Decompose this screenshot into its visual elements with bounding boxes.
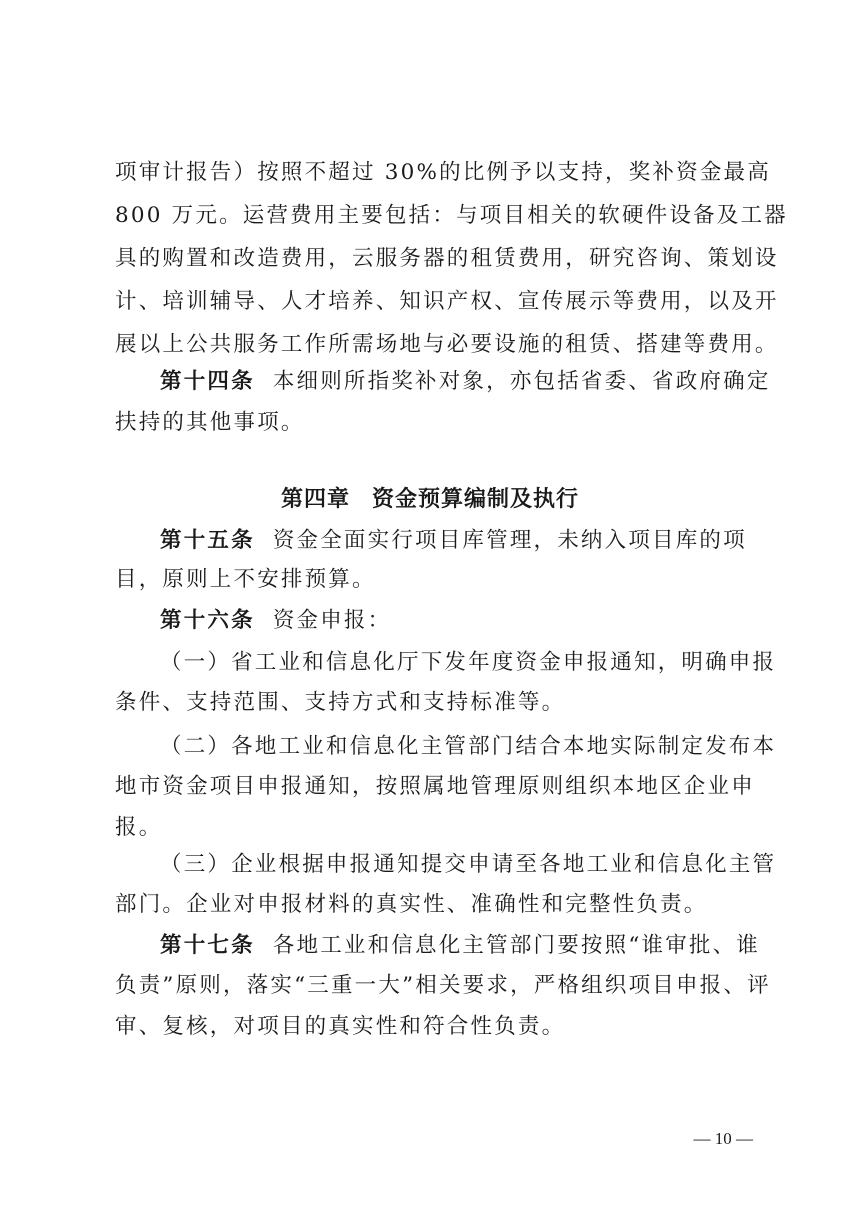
list-item: （三）企业根据申报通知提交申请至各地工业和信息化主管 xyxy=(160,852,777,877)
article-17 xyxy=(160,931,761,961)
body-line: 地市资金项目申报通知，按照属地管理原则组织本地区企业申 xyxy=(115,774,755,799)
body-line: 目，原则上不安排预算。 xyxy=(115,567,376,592)
article-14 xyxy=(160,367,771,397)
article-label: 第十七条 xyxy=(160,933,255,958)
chapter-heading xyxy=(0,485,860,515)
article-text: 资金全面实行项目库管理，未纳入项目库的项 xyxy=(272,528,747,553)
article-label: 第十六条 xyxy=(160,608,255,633)
body-line: 计、培训辅导、人才培养、知识产权、宣传展示等费用，以及开 xyxy=(115,289,779,314)
article-label: 第十四条 xyxy=(160,369,255,394)
body-line: 具的购置和改造费用，云服务器的租赁费用，研究咨询、策划设 xyxy=(115,246,779,271)
body-line: 展以上公共服务工作所需场地与必要设施的租赁、搭建等费用。 xyxy=(115,332,779,357)
article-16 xyxy=(160,606,755,636)
body-line: 800 万元。运营费用主要包括：与项目相关的软硬件设备及工器 xyxy=(115,203,788,228)
page-number: — 10 — xyxy=(693,1129,753,1148)
article-text: 本细则所指奖补对象，亦包括省委、省政府确定 xyxy=(272,369,771,394)
body-line: 负责”原则，落实“三重一大”相关要求，严格组织项目申报、评 xyxy=(115,973,771,998)
body-line: 部门。企业对申报材料的真实性、准确性和完整性负责。 xyxy=(115,892,708,917)
article-text: 各地工业和信息化主管部门要按照“谁审批、谁 xyxy=(272,933,761,958)
body-line: 报。 xyxy=(115,815,163,840)
body-line: 条件、支持范围、支持方式和支持标准等。 xyxy=(115,690,566,715)
list-item: （一）省工业和信息化厅下发年度资金申报通知，明确申报 xyxy=(160,650,777,675)
article-label: 第十五条 xyxy=(160,528,255,553)
article-15 xyxy=(160,526,755,556)
chapter-number: 第四章 xyxy=(280,487,350,512)
chapter-title: 资金预算编制及执行 xyxy=(372,487,580,512)
body-line: 审、复核，对项目的真实性和符合性负责。 xyxy=(115,1014,566,1039)
body-line: 项审计报告）按照不超过 30%的比例予以支持，奖补资金最高 xyxy=(115,160,771,185)
article-text: 资金申报： xyxy=(272,608,392,633)
list-item: （二）各地工业和信息化主管部门结合本地实际制定发布本 xyxy=(160,734,777,759)
body-line: 扶持的其他事项。 xyxy=(115,410,305,435)
